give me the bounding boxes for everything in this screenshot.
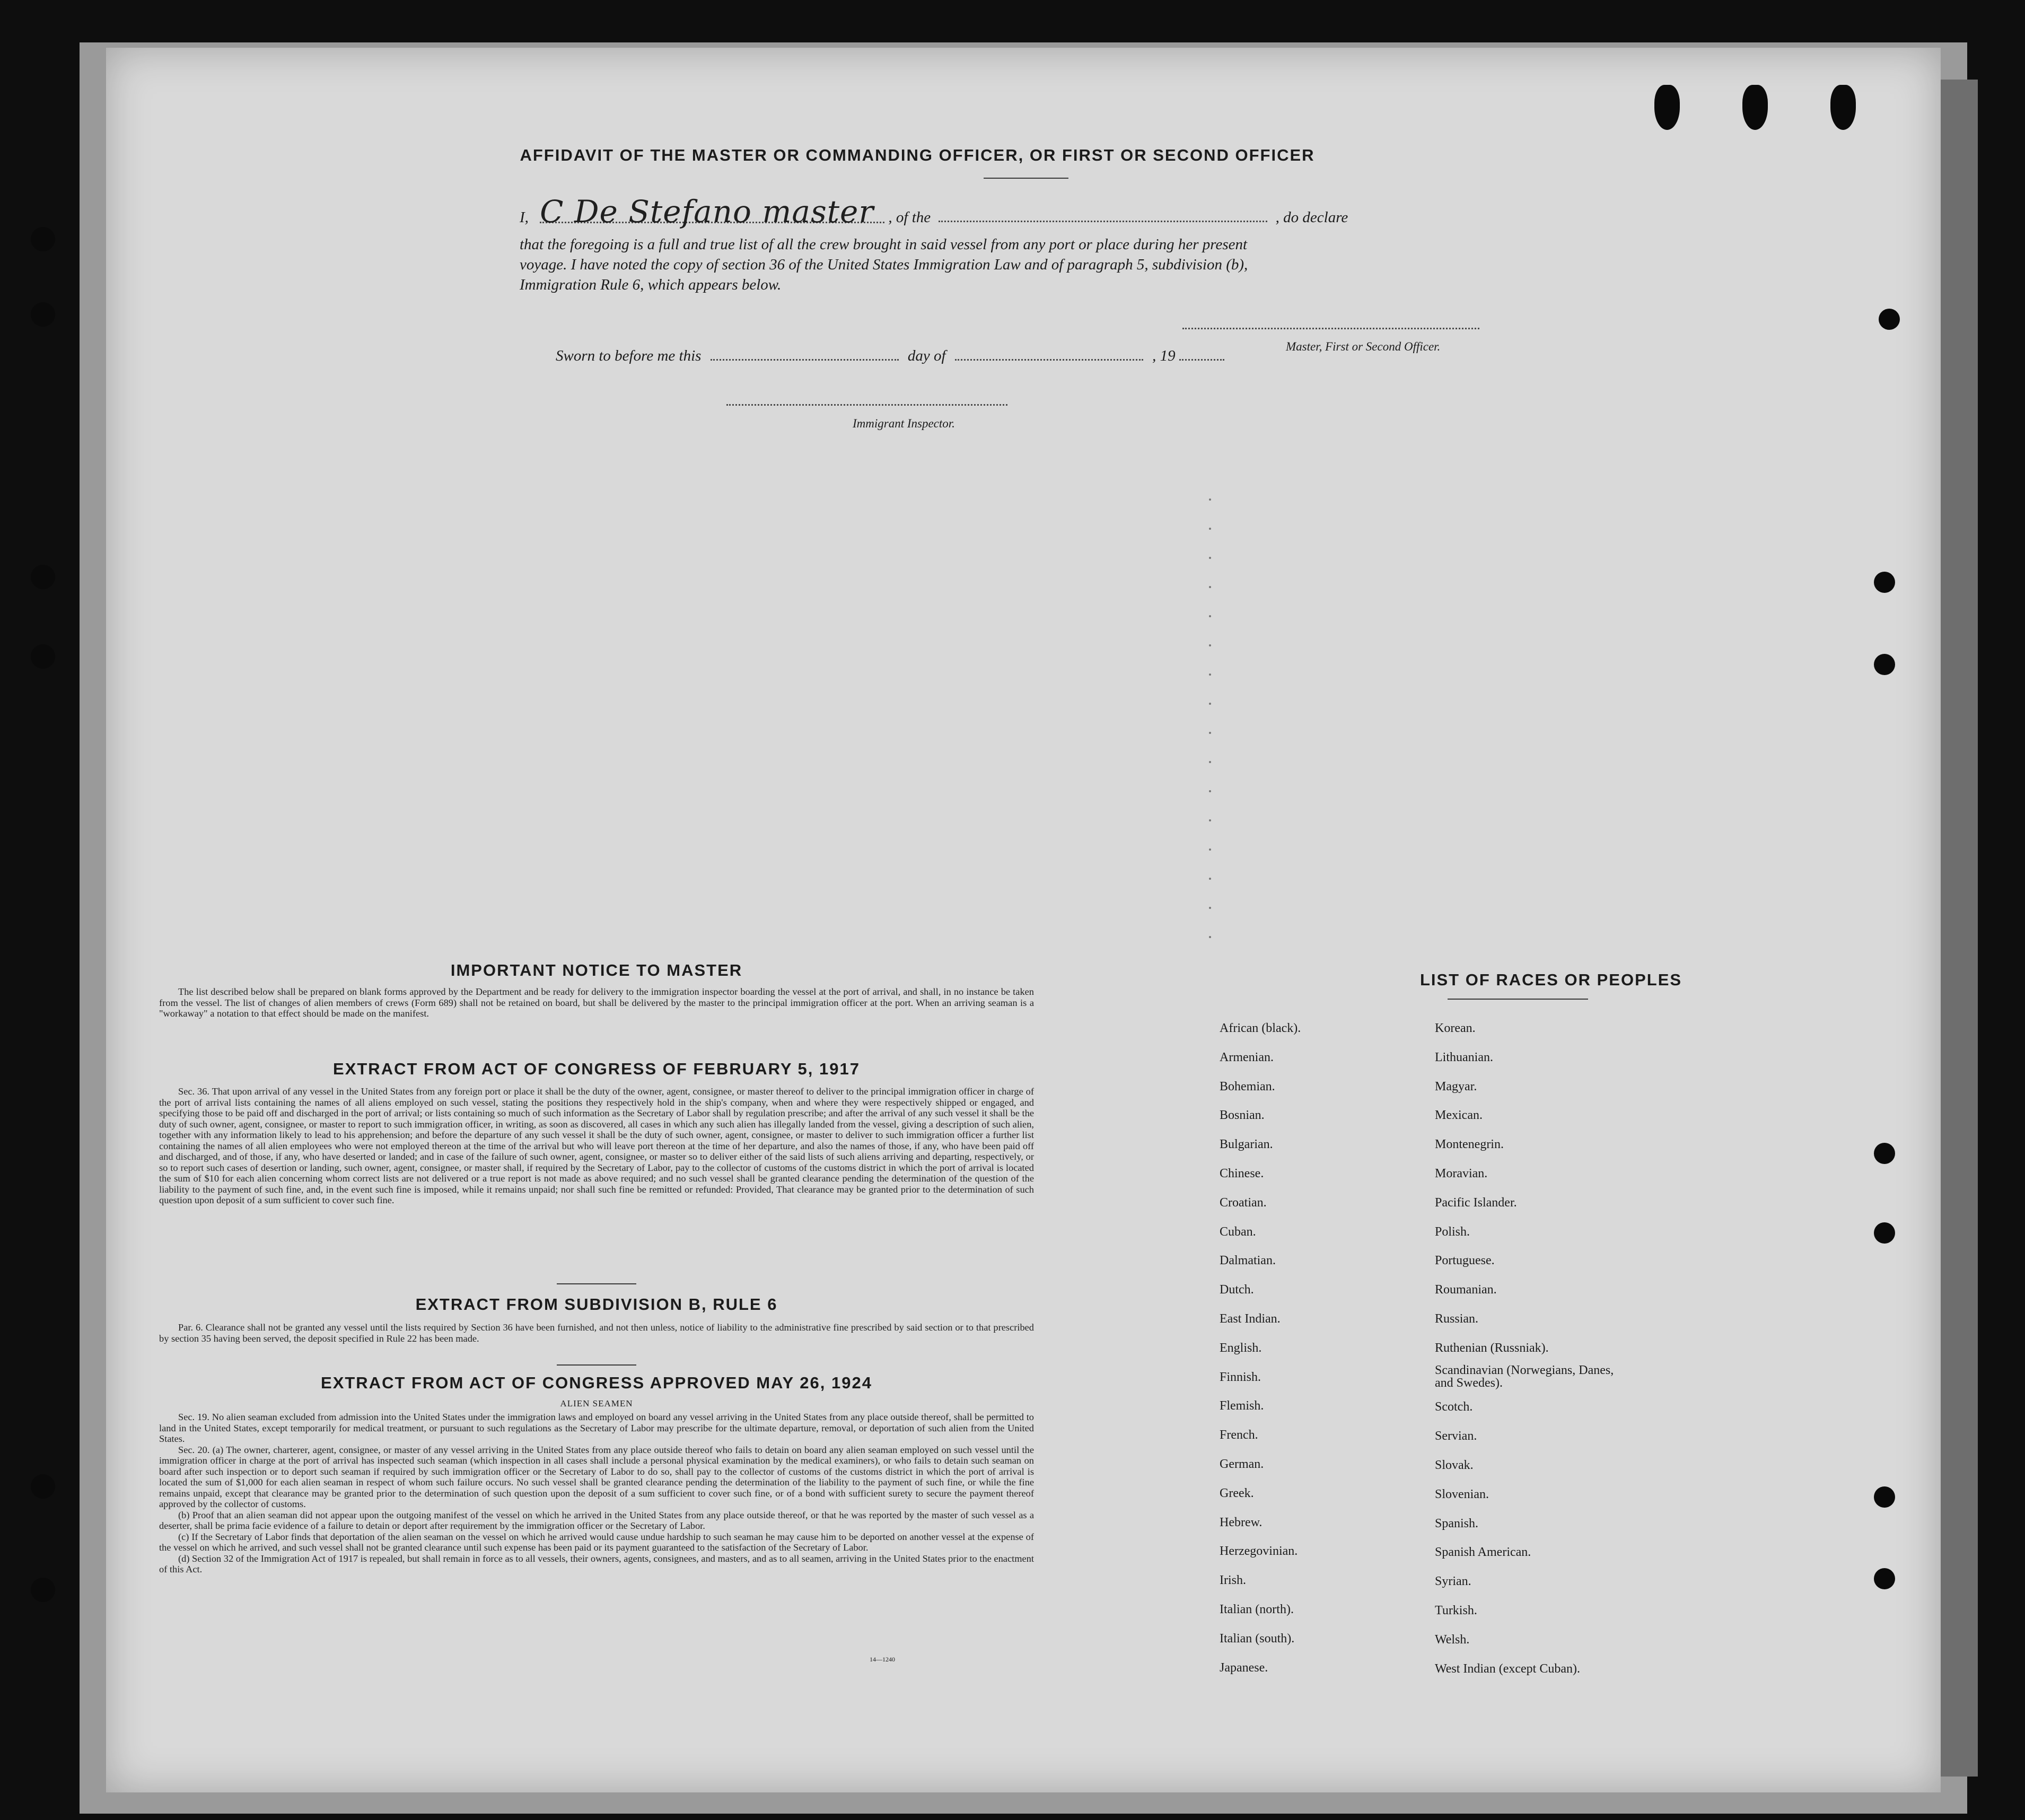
- race-item: Welsh.: [1435, 1632, 1470, 1647]
- section-20c-paragraph: (c) If the Secretary of Labor finds that deportation of the alien seaman on the vessel on which he arrived would cause undue hardship to such seaman he may cause him to be deported on another vessel at the expense of the vessel on which he arrived, and such vessel shall not be granted clearance until such expense has been paid or its payment guaranteed to the satisfaction of the Secretary of Labor.: [159, 1531, 1034, 1553]
- sworn-line: [556, 346, 1224, 366]
- binder-hole: [31, 302, 55, 327]
- binder-hole: [31, 227, 55, 251]
- section-20b-paragraph: (b) Proof that an alien seaman did not appear upon the outgoing manifest of the vessel on which he arrived in the United States from any place outside thereof, or that he was reported by the master of such vessel as a deserter, shall be prima facie evidence of a failure to detain or deport after requirement by the immigration officer or the Secretary of Labor.: [159, 1509, 1034, 1531]
- paragraph-6: Par. 6. Clearance shall not be granted any vessel until the lists required by Section 36 have been furnished, and not then unless, notice of liability to the administrative fine prescribed by said section or to that prescribed by section 35 having been served, the deposit specified in Rule 22 has been made.: [159, 1322, 1034, 1344]
- race-item: Polish.: [1435, 1224, 1470, 1239]
- race-item: Scandinavian (Norwegians, Danes, and Swedes).: [1435, 1363, 1614, 1390]
- binder-hole: [1742, 85, 1768, 130]
- scan-dot: [1209, 498, 1211, 501]
- race-item: Dalmatian.: [1220, 1254, 1276, 1268]
- race-item: West Indian (except Cuban).: [1435, 1661, 1580, 1676]
- race-item: East Indian.: [1220, 1311, 1281, 1326]
- race-item: Scotch.: [1435, 1400, 1473, 1414]
- race-item: Bosnian.: [1220, 1108, 1265, 1123]
- inspector-caption: Immigrant Inspector.: [853, 417, 955, 430]
- master-signature: C De Stefano master: [540, 202, 884, 223]
- section-36-paragraph: Sec. 36. That upon arrival of any vessel in the United States from any foreign port or place it shall be the duty of the owner, agent, consignee, or master thereof to deliver to the principal immigration officer in charge of the port of arrival lists containing the names of all aliens employed on such vessel, stating the positions they respectively hold in the ship's company, when and where they were respectively shipped or engaged, and specifying those to be paid off and discharged in the port of arrival; or lists containing so much of such information as the Secretary of Labor shall by regulation prescribe; and after the arrival of any such vessel it shall be the duty of such owner, agent, consignee, or master to report to such immigration officer, in writing, as soon as discovered, all cases in which any such alien has illegally landed from the vessel, giving a description of such alien, together with any information likely to lead to his apprehension; and before the departure of any such vessel it shall be the duty of such owner, agent, consignee, or master to deliver to such immigration officer a further list containing the names of all alien employees who were not employed thereon at the time of the arrival but who will leave port thereon at the time of her departure, and also the names of those, if any, who have been paid off and discharged, and of those, if any, who have deserted or landed; and in case of the failure of such owner, agent, consignee, or master so to deliver either of the said lists of such aliens arriving and departing, respectively, or so to report such cases of desertion or landing, such owner, agent, consignee, or master shall, if required by the Secretary of Labor, pay to the collector of customs of the customs district in which the port of arrival is located the sum of $10 for each alien concerning whom correct lists are not delivered or a true report is not made as above required; and no such vessel shall be granted clearance pending the determination of the question of the liability to the payment of such fine, and, in the event such fine is imposed, while it remains unpaid; nor shall such fine be remitted or refunded: Provided, That clearance may be granted prior to the determination of such question upon deposit of a sum sufficient to cover such fine.: [159, 1086, 1034, 1205]
- race-item: French.: [1220, 1428, 1258, 1442]
- section-19-paragraph: Sec. 19. No alien seaman excluded from admission into the United States under the immigration laws and employed on board any vessel arriving in the United States from any place outside thereof, shall be permitted to land in the United States, except temporarily for medical treatment, or pursuant to such regulations as the Secretary of Labor may prescribe for the ultimate departure, removal, or deportation of such alien from the United States.: [159, 1412, 1034, 1444]
- sworn-month-blank: [955, 346, 1143, 361]
- officer-caption: Master, First or Second Officer.: [1286, 340, 1441, 353]
- binder-hole: [1874, 654, 1895, 675]
- race-item: Irish.: [1220, 1573, 1246, 1588]
- race-item: Finnish.: [1220, 1370, 1261, 1384]
- notice-title: IMPORTANT NOTICE TO MASTER: [450, 961, 743, 979]
- binder-hole: [31, 1578, 55, 1602]
- scan-dot: [1209, 878, 1211, 880]
- alien-seamen-subtitle: ALIEN SEAMEN: [560, 1398, 633, 1408]
- binder-hole: [31, 644, 55, 669]
- race-item: Bohemian.: [1220, 1079, 1275, 1093]
- race-item: Cuban.: [1220, 1224, 1256, 1239]
- section-20d-paragraph: (d) Section 32 of the Immigration Act of 1917 is repealed, but shall remain in force as to all vessels, their owners, agents, consignees, and masters, and as to all seamen, arriving in the United States prior to the enactment of this Act.: [159, 1553, 1034, 1574]
- binder-hole: [1879, 309, 1900, 330]
- binder-hole: [1874, 1486, 1895, 1508]
- scan-dot: [1209, 557, 1211, 559]
- binder-hole: [1874, 1143, 1895, 1164]
- declaration-line-3: voyage. I have noted the copy of section 36 of the United States Immigration Law and of paragraph 5, subdivision (b),: [520, 256, 1248, 273]
- race-item: Pacific Islander.: [1435, 1195, 1517, 1210]
- binder-hole: [1654, 85, 1680, 130]
- race-item: Ruthenian (Russniak).: [1435, 1341, 1549, 1355]
- race-item: Portuguese.: [1435, 1254, 1495, 1268]
- race-item: Korean.: [1435, 1021, 1476, 1035]
- race-item: Moravian.: [1435, 1166, 1488, 1180]
- race-item: Armenian.: [1220, 1050, 1274, 1064]
- section-20a-paragraph: Sec. 20. (a) The owner, charterer, agent, consignee, or master of any vessel arriving in the United States from any place outside thereof who fails to detain on board any alien seaman employed on such vessel until the immigration officer in charge at the port of arrival has inspected such seaman (which inspection in all cases shall include a personal physical examination by the medical examiners), or who fails to detain such seaman on board after such inspection or to deport such seaman if required by such immigration officer or the Secretary of Labor to do so, shall pay to the collector of customs of the customs district in which the port of arrival is located the sum of $1,000 for each alien seaman in respect of whom such failure occurs. No such vessel shall be granted clearance pending the determination of the liability to the payment of such fine, or while the fine remains unpaid, except that clearance may be granted prior to the determination of such question upon the deposit of a sum sufficient to cover such fine, or of a bond with sufficient surety to secure the payment thereof approved by the collector of customs.: [159, 1444, 1034, 1509]
- race-item: Spanish.: [1435, 1516, 1479, 1530]
- race-item: Magyar.: [1435, 1079, 1477, 1093]
- race-item: Chinese.: [1220, 1166, 1264, 1180]
- day-of-label: day of: [907, 347, 946, 364]
- race-item: Croatian.: [1220, 1195, 1267, 1210]
- year-prefix: , 19: [1152, 347, 1176, 364]
- race-item: Herzegovinian.: [1220, 1544, 1298, 1559]
- scan-dot: [1209, 644, 1211, 646]
- binder-hole: [31, 1474, 55, 1499]
- section-rule-2: [557, 1364, 636, 1366]
- declaration-line-4: Immigration Rule 6, which appears below.: [520, 276, 782, 293]
- i-label: I,: [520, 209, 529, 226]
- scan-dot: [1209, 528, 1211, 530]
- race-item: Roumanian.: [1435, 1283, 1497, 1297]
- document-page: [106, 48, 1941, 1792]
- scan-dot: [1209, 790, 1211, 792]
- inspector-signature-blank: [726, 404, 1007, 406]
- affidavit-declaration: [520, 194, 1707, 295]
- binder-hole: [31, 565, 55, 589]
- race-item: Flemish.: [1220, 1399, 1264, 1413]
- race-item: Spanish American.: [1435, 1545, 1531, 1560]
- race-item: Italian (north).: [1220, 1602, 1294, 1616]
- race-item: Slovak.: [1435, 1458, 1474, 1472]
- race-item: Servian.: [1435, 1429, 1477, 1443]
- sworn-date-blank: [711, 346, 899, 361]
- section-rule: [557, 1283, 636, 1284]
- vessel-name-blank: [939, 208, 1267, 222]
- scan-dot: [1209, 819, 1211, 821]
- scan-dot: [1209, 673, 1211, 676]
- race-item: Hebrew.: [1220, 1515, 1263, 1529]
- officer-signature-blank: [1182, 328, 1479, 329]
- form-number: 14—1240: [870, 1656, 895, 1663]
- race-item: Bulgarian.: [1220, 1138, 1273, 1152]
- extract-1917-title: EXTRACT FROM ACT OF CONGRESS OF FEBRUARY 5, 1917: [333, 1060, 860, 1078]
- affidavit-title: AFFIDAVIT OF THE MASTER OR COMMANDING OFFICER, OR FIRST OR SECOND OFFICER: [520, 146, 1315, 164]
- races-title: LIST OF RACES OR PEOPLES: [1419, 970, 1682, 989]
- race-item: Mexican.: [1435, 1108, 1483, 1123]
- race-item: African (black).: [1220, 1021, 1301, 1035]
- race-item: Syrian.: [1435, 1574, 1471, 1589]
- binder-hole: [1874, 1568, 1895, 1589]
- races-right-column: [1435, 1014, 1753, 1683]
- race-item: Montenegrin.: [1435, 1138, 1504, 1152]
- notice-paragraph: The list described below shall be prepared on blank forms approved by the Department and be ready for delivery to the immigration inspector boarding the vessel at the port of arrival, and shall, in no instance be taken from the vessel. The list of changes of alien members of crews (Form 689) shall not be retained on board, but shall be delivered by the master to the principal immigration officer at the port. When an arriving seaman is a "workaway" a notation to that effect should be made on the manifest.: [159, 986, 1034, 1019]
- race-item: Italian (south).: [1220, 1631, 1295, 1646]
- scan-dot: [1209, 615, 1211, 617]
- race-item: Japanese.: [1220, 1660, 1268, 1675]
- binder-hole: [1874, 1222, 1895, 1244]
- do-declare-label: , do declare: [1275, 209, 1348, 226]
- binder-hole: [1830, 85, 1856, 130]
- declaration-line-2: that the foregoing is a full and true list of all the crew brought in said vessel from any port or place during her present: [520, 236, 1248, 253]
- races-title-rule: [1448, 999, 1588, 1000]
- scan-dot: [1209, 907, 1211, 909]
- scan-dot: [1209, 761, 1211, 763]
- extract-1924-text: [159, 1412, 1034, 1575]
- race-item: Lithuanian.: [1435, 1050, 1493, 1064]
- of-the-label: , of the: [888, 209, 931, 226]
- notice-text: [159, 986, 1034, 1019]
- adjacent-page-edge: [1941, 80, 1978, 1777]
- race-item: German.: [1220, 1457, 1264, 1471]
- scan-dot: [1209, 703, 1211, 705]
- scan-dot: [1209, 936, 1211, 938]
- binder-hole: [1874, 572, 1895, 593]
- race-item: Greek.: [1220, 1486, 1254, 1500]
- race-item: English.: [1220, 1341, 1262, 1355]
- scan-dot: [1209, 586, 1211, 588]
- race-item: Dutch.: [1220, 1283, 1254, 1297]
- rule-6-title: EXTRACT FROM SUBDIVISION B, RULE 6: [415, 1295, 778, 1314]
- race-item: Slovenian.: [1435, 1487, 1489, 1501]
- scan-dot: [1209, 732, 1211, 734]
- sworn-year-blank: [1179, 346, 1224, 361]
- extract-1924-title: EXTRACT FROM ACT OF CONGRESS APPROVED MAY 26, 1924: [321, 1373, 872, 1392]
- sworn-label: Sworn to before me this: [556, 347, 702, 364]
- race-item: Turkish.: [1435, 1603, 1477, 1617]
- rule-6-text: [159, 1322, 1034, 1344]
- title-rule: [984, 178, 1068, 179]
- race-item: Russian.: [1435, 1311, 1479, 1326]
- extract-1917-text: [159, 1086, 1034, 1206]
- scan-dot: [1209, 848, 1211, 851]
